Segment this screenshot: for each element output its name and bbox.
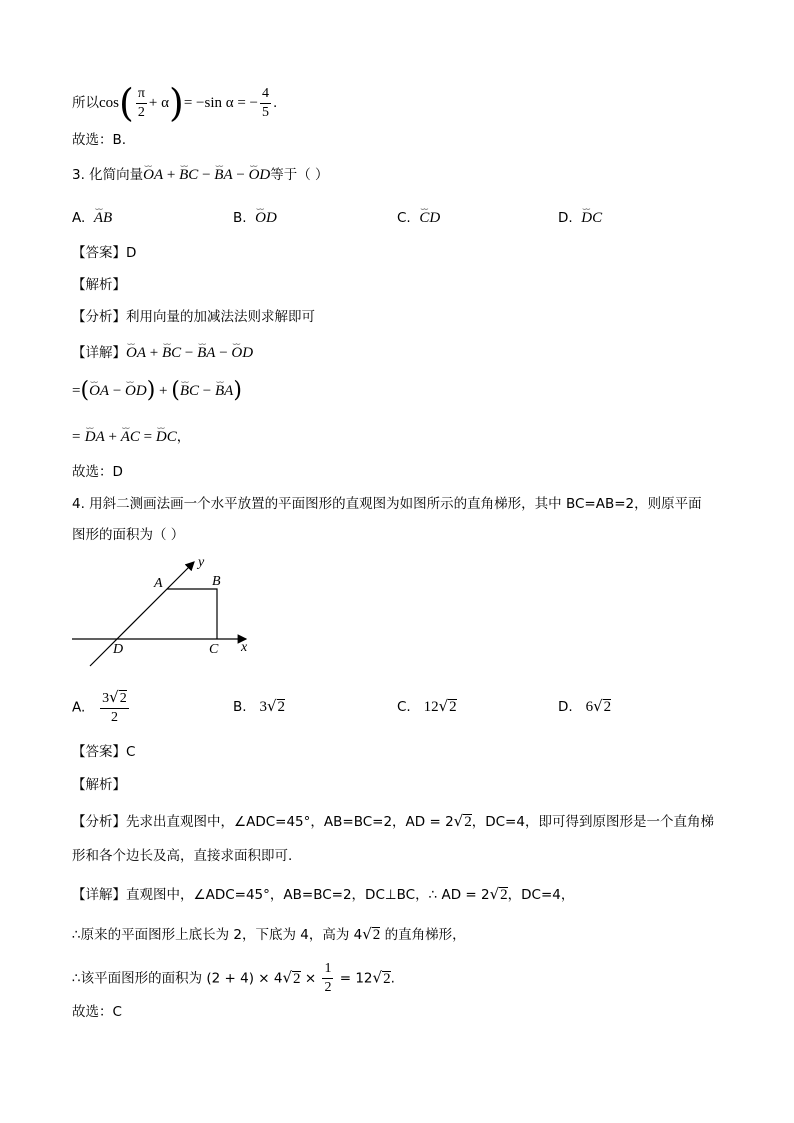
q3-choice: 故选：D bbox=[72, 464, 123, 480]
q3-question: 3. 化简向量⌣⌣ OA + ⌣⌣ BC − ⌣⌣ BA − ⌣⌣ OD等于（ ） bbox=[72, 166, 329, 184]
q3-option-a: A. ⌣⌣ AB bbox=[72, 208, 112, 228]
q3-detail-line2: =(⌣⌣ OA − ⌣⌣ OD) + (⌣⌣ BC − ⌣⌣ BA) bbox=[72, 382, 242, 400]
q4-option-c: C. 12√2 bbox=[397, 697, 457, 715]
q4-answer: 【答案】C bbox=[72, 744, 136, 760]
q3-option-d: D. ⌣⌣ DC bbox=[558, 208, 602, 228]
q4-option-d: D. 6√2 bbox=[558, 697, 612, 715]
q3-detail-line1: 【详解】⌣⌣ OA + ⌣⌣ BC − ⌣⌣ BA − ⌣⌣ OD bbox=[72, 344, 253, 362]
q4-question-line1: 4. 用斜二测画法画一个水平放置的平面图形的直观图为如图所示的直角梯形，其中 BC=AB=2，则原平面 bbox=[72, 496, 702, 512]
q4-question-line2: 图形的面积为（ ） bbox=[72, 527, 185, 543]
q2-result-line: 所以cos( $\frac{\pi}{2}$ + α)= −sin α = − $\frac{4}{5}$ . bbox=[72, 81, 278, 125]
label-B: B bbox=[212, 574, 221, 589]
q3-analysis-heading: 【解析】 bbox=[72, 277, 126, 293]
q3-analysis: 【分析】利用向量的加减法法则求解即可 bbox=[72, 309, 315, 325]
q4-detail-line3: ∴该平面图形的面积为 (2 + 4) × 4√2 × $\frac{1}{2}$ = 12√2. bbox=[72, 961, 395, 995]
q3-answer: 【答案】D bbox=[72, 245, 137, 261]
label-x: x bbox=[241, 640, 248, 655]
q3-detail-line3: = ⌣⌣ DA + ⌣⌣ AC = ⌣⌣ DC， bbox=[72, 428, 190, 446]
q4-analysis-line2: 形和各个边长及高，直接求面积即可. bbox=[72, 848, 293, 864]
q4-detail-line2: ∴原来的平面图形上底长为 2，下底为 4，高为 4√2 的直角梯形， bbox=[72, 925, 466, 943]
q2-choice: 故选：B. bbox=[72, 132, 127, 148]
q3-option-c: C. ⌣⌣ CD bbox=[397, 208, 440, 228]
q4-analysis-line1: 【分析】先求出直观图中，∠ADC=45°，AB=BC=2，AD = 2√2，DC=4，即可得到原图形是一个直角梯 bbox=[72, 812, 714, 830]
y-axis bbox=[90, 562, 194, 666]
q4-detail-line1: 【详解】直观图中，∠ADC=45°，AB=BC=2，DC⊥BC，∴ AD = 2√2，DC=4， bbox=[72, 885, 575, 903]
label-A: A bbox=[154, 576, 163, 591]
q4-option-b: B. 3√2 bbox=[233, 697, 285, 715]
label-C: C bbox=[209, 642, 219, 657]
q4-analysis-heading: 【解析】 bbox=[72, 777, 126, 793]
q3-option-b: B. ⌣⌣ OD bbox=[233, 208, 277, 228]
q4-choice: 故选：C bbox=[72, 1004, 122, 1020]
label-y: y bbox=[198, 555, 205, 570]
label-D: D bbox=[113, 642, 124, 657]
q4-option-a: A. $\frac{3√2}{2}$ bbox=[72, 688, 127, 725]
trapezoid-edges bbox=[167, 589, 217, 639]
q4-figure bbox=[72, 553, 262, 668]
